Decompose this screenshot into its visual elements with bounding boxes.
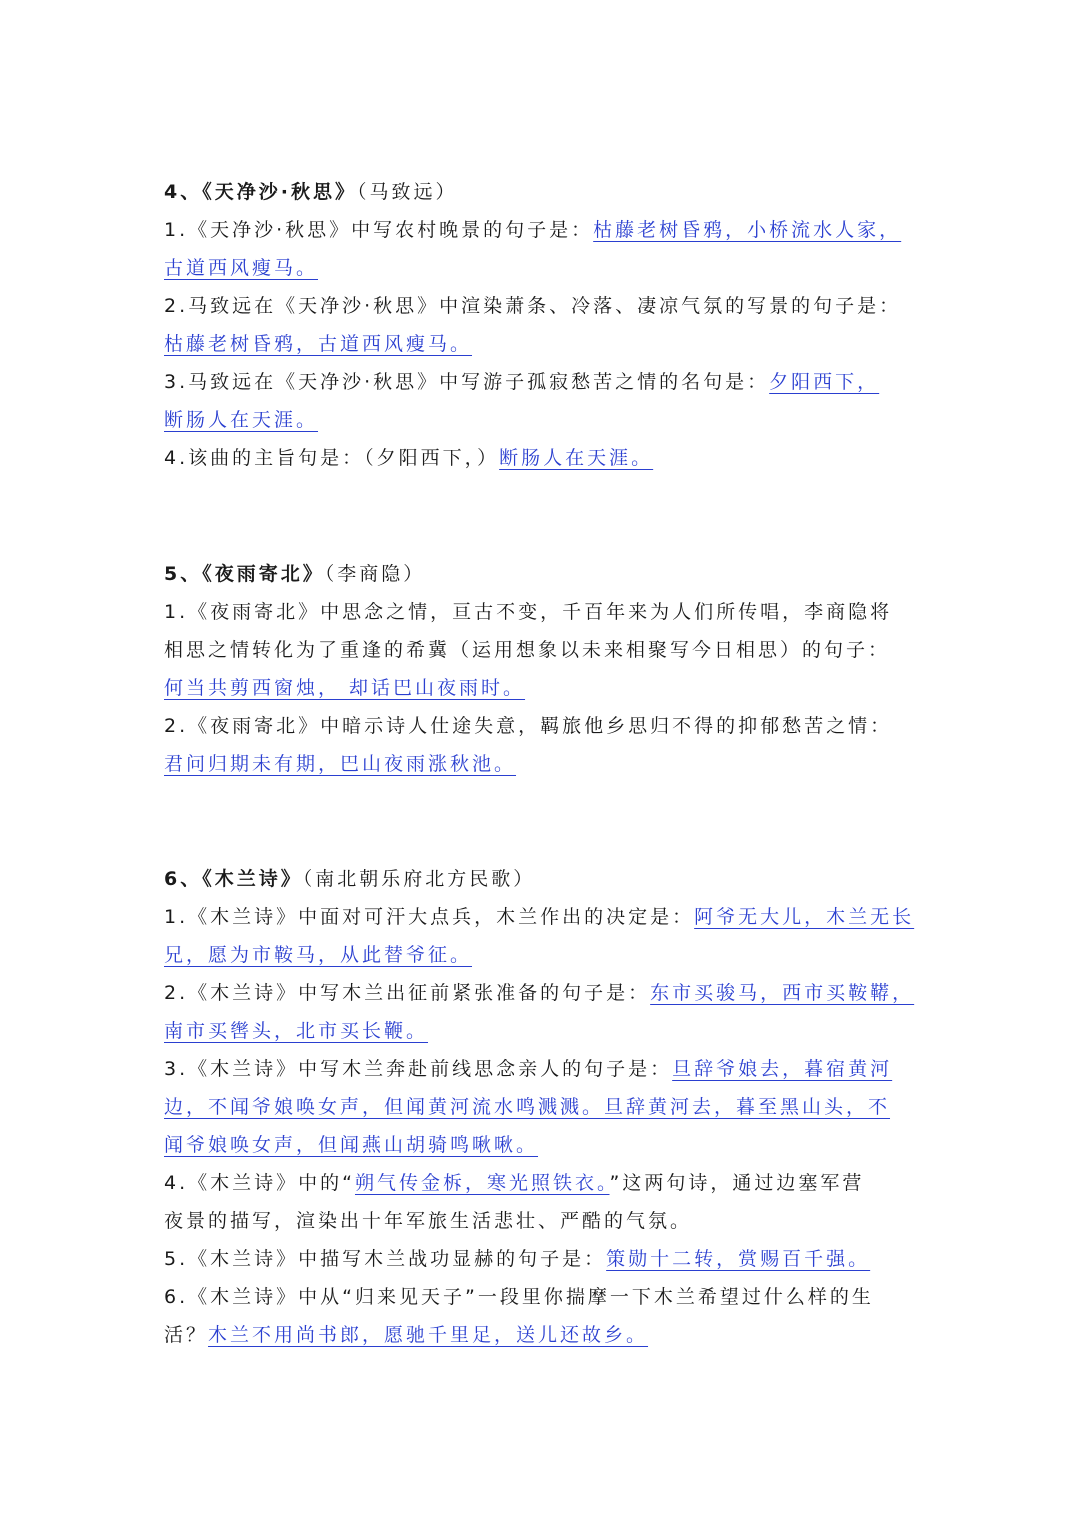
question-text: 2.《夜雨寄北》中暗示诗人仕途失意，羁旅他乡思归不得的抑郁愁苦之情：: [164, 715, 893, 737]
section-number: 4、: [164, 181, 203, 203]
section-yeyujibei: [164, 555, 924, 783]
question-line: [164, 745, 924, 783]
question-line: [164, 363, 924, 401]
question-line: [164, 249, 924, 287]
section-mulanshi: [164, 860, 924, 1354]
question-text: 4.《木兰诗》中的“: [164, 1172, 355, 1194]
section-number: 5、: [164, 563, 203, 585]
answer-text: 古道西风瘦马。: [164, 257, 319, 279]
question-text: 5.《木兰诗》中描写木兰战功显赫的句子是：: [164, 1248, 607, 1270]
question-line: [164, 211, 924, 249]
question-line: [164, 1050, 924, 1088]
question-text-tail: ”这两句诗，通过边塞军营: [609, 1172, 865, 1194]
question-line: [164, 593, 924, 631]
section-heading: [164, 860, 924, 898]
question-line: [164, 1202, 924, 1240]
answer-text: 南市买辔头，北市买长鞭。: [164, 1020, 429, 1042]
question-line: [164, 287, 924, 325]
question-line: [164, 439, 924, 477]
poem-title: 《木兰诗》: [202, 868, 303, 890]
question-text: 3.马致远在《天净沙·秋思》中写游子孤寂愁苦之情的名句是：: [164, 371, 770, 393]
answer-text: 断肠人在天涯。: [499, 447, 654, 469]
section-tianjingsha: [164, 173, 924, 477]
answer-text: 边，不闻爷娘唤女声，但闻黄河流水鸣溅溅。旦辞黄河去，暮至黑山头，不: [164, 1096, 891, 1118]
poem-title: 《夜雨寄北》: [202, 563, 325, 585]
question-line: [164, 707, 924, 745]
answer-text: 东市买骏马，西市买鞍鞯，: [650, 982, 915, 1004]
poem-author: （南北朝乐府北方民歌）: [302, 868, 536, 890]
question-text: 夜景的描写，渲染出十年军旅生活悲壮、严酷的气氛。: [164, 1210, 693, 1232]
question-line: [164, 898, 924, 936]
answer-text: 木兰不用尚书郎，愿驰千里足，送儿还故乡。: [208, 1324, 649, 1346]
question-line: [164, 1164, 924, 1202]
answer-text: 闻爷娘唤女声，但闻燕山胡骑鸣啾啾。: [164, 1134, 539, 1156]
answer-text: 君问归期未有期，巴山夜雨涨秋池。: [164, 753, 517, 775]
question-line: [164, 974, 924, 1012]
section-heading: [164, 173, 924, 211]
answer-text: 枯藤老树昏鸦，小桥流水人家，: [593, 219, 902, 241]
question-text: 4.该曲的主旨句是：（夕阳西下，）: [164, 447, 500, 469]
answer-text: 断肠人在天涯。: [164, 409, 319, 431]
section-number: 6、: [164, 868, 203, 890]
question-line: [164, 936, 924, 974]
poem-title: 《天净沙·秋思》: [202, 181, 357, 203]
question-line: [164, 1012, 924, 1050]
poem-author: （马致远）: [356, 181, 458, 203]
answer-text: 枯藤老树昏鸦，古道西风瘦马。: [164, 333, 473, 355]
question-text: 1.《夜雨寄北》中思念之情，亘古不变，千百年来为人们所传唱，李商隐将: [164, 601, 893, 623]
question-line: [164, 1088, 924, 1126]
question-line: [164, 631, 924, 669]
question-line: [164, 1240, 924, 1278]
question-text: 3.《木兰诗》中写木兰奔赴前线思念亲人的句子是：: [164, 1058, 673, 1080]
question-text: 2.《木兰诗》中写木兰出征前紧张准备的句子是：: [164, 982, 651, 1004]
answer-text: 朔气传金柝，寒光照铁衣。: [354, 1172, 610, 1194]
answer-text: 夕阳西下，: [769, 371, 880, 393]
question-text: 2.马致远在《天净沙·秋思》中渲染萧条、冷落、凄凉气氛的写景的句子是：: [164, 295, 902, 317]
question-line: [164, 1316, 924, 1354]
question-text: 1.《木兰诗》中面对可汗大点兵，木兰作出的决定是：: [164, 906, 695, 928]
question-text: 6.《木兰诗》中从“归来见天子”一段里你揣摩一下木兰希望过什么样的生: [164, 1286, 874, 1308]
question-text: 活？: [164, 1324, 209, 1346]
question-line: [164, 1126, 924, 1164]
answer-text: 阿爷无大儿，木兰无长: [694, 906, 915, 928]
question-text: 相思之情转化为了重逢的希冀（运用想象以未来相聚写今日相思）的句子：: [164, 639, 891, 661]
question-line: [164, 1278, 924, 1316]
question-text: 1.《天净沙·秋思》中写农村晚景的句子是：: [164, 219, 594, 241]
answer-text: 兄，愿为市鞍马，从此替爷征。: [164, 944, 473, 966]
poem-author: （李商隐）: [324, 563, 426, 585]
section-heading: [164, 555, 924, 593]
answer-text: 何当共剪西窗烛， 却话巴山夜雨时。: [164, 677, 526, 699]
answer-text: 旦辞爷娘去，暮宿黄河: [672, 1058, 893, 1080]
question-line: [164, 401, 924, 439]
question-line: [164, 325, 924, 363]
question-line: [164, 669, 924, 707]
answer-text: 策勋十二转，赏赐百千强。: [606, 1248, 871, 1270]
